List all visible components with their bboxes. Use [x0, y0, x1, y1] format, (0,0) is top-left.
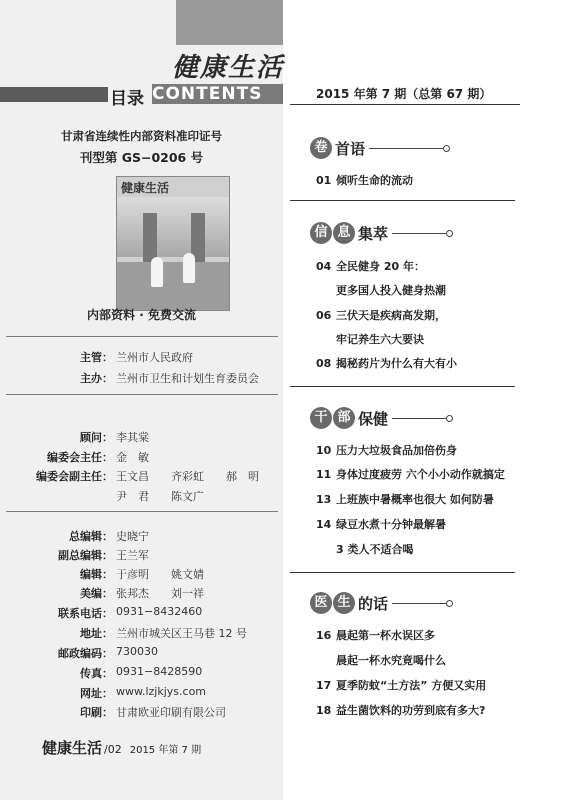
divider	[6, 336, 278, 337]
website-value[interactable]: www.lzjkjys.com	[116, 685, 207, 698]
cover-title: 健康生活	[121, 181, 170, 195]
permit-line-2: 刊型第 GS−0206 号	[79, 150, 204, 165]
director-value: 金 敏	[116, 451, 149, 464]
designer-label: 美编：	[80, 587, 113, 600]
section-header-doctor-advice	[310, 592, 453, 616]
footer-issue: 2015 年第 7 期	[129, 745, 202, 756]
section-badge: 生	[333, 592, 355, 614]
chief-editor-value: 史晓宁	[116, 530, 149, 543]
issue-underline	[290, 104, 520, 105]
section-divider	[290, 572, 515, 573]
section-header-cadre-health	[310, 407, 453, 431]
magazine-logo: 健康生活	[172, 53, 285, 83]
cover-thumbnail	[116, 176, 230, 311]
section-title: 集萃	[358, 224, 389, 243]
deputy-editor-label: 副总编辑：	[58, 549, 113, 562]
address-value: 兰州市城关区王马巷 12 号	[116, 627, 247, 640]
banner-dark-stripe	[0, 87, 108, 102]
divider	[6, 511, 278, 512]
toc-item[interactable]: 17 夏季防蚊“土方法” 方便又实用	[316, 679, 487, 692]
fax-label: 传真：	[80, 667, 113, 680]
cover-figure	[183, 253, 195, 283]
host-value: 兰州市卫生和计划生育委员会	[116, 372, 259, 385]
toc-item[interactable]: 3 类人不适合喝	[336, 543, 414, 556]
permit-line-1: 甘肃省连续性内部资料准印证号	[61, 129, 222, 143]
header-dot	[446, 230, 453, 237]
contents-banner	[0, 84, 283, 109]
director-label: 编委会主任：	[47, 451, 113, 464]
host-label: 主办：	[80, 372, 113, 385]
advisor-value: 李其棠	[116, 431, 149, 444]
section-divider	[290, 200, 515, 201]
header-rule	[392, 603, 446, 604]
header-rule	[392, 418, 446, 419]
supervisor-label: 主管：	[80, 351, 113, 364]
toc-item[interactable]: 牢记养生六大要诀	[336, 333, 424, 346]
contents-title-cn: 目录	[110, 89, 144, 109]
section-header-preface	[310, 137, 450, 161]
header-rule	[392, 233, 446, 234]
postcode-value: 730030	[116, 645, 158, 658]
page-number: /02	[104, 743, 122, 756]
toc-item[interactable]: 13 上班族中暑概率也很大 如何防暑	[316, 493, 494, 506]
designer-value: 张邦杰 刘一祥	[116, 587, 204, 600]
header-dot	[446, 415, 453, 422]
section-badge: 干	[310, 407, 332, 429]
printer-value: 甘肃欧亚印刷有限公司	[116, 706, 226, 719]
footer-logo: 健康生活	[42, 739, 103, 757]
deputy-editor-value: 王兰军	[116, 549, 149, 562]
cover-ground	[117, 262, 229, 310]
page-footer	[42, 737, 201, 758]
header-dot	[446, 600, 453, 607]
toc-item[interactable]: 08 揭秘药片为什么有大有小	[316, 357, 457, 370]
section-badge: 信	[310, 222, 332, 244]
toc-item[interactable]: 01 倾听生命的流动	[316, 174, 413, 187]
header-dot	[443, 145, 450, 152]
postcode-label: 邮政编码：	[58, 647, 113, 660]
editor-label: 编辑：	[80, 568, 113, 581]
toc-item[interactable]: 06 三伏天是疾病高发期，	[316, 309, 446, 322]
toc-item[interactable]: 更多国人投入健身热潮	[336, 284, 446, 297]
toc-item[interactable]: 10 压力大垃圾食品加倍伤身	[316, 444, 457, 457]
toc-item[interactable]: 16 晨起第一杯水误区多	[316, 629, 435, 642]
toc-item[interactable]: 04 全民健身 20 年：	[316, 260, 425, 273]
cover-sky	[117, 197, 229, 257]
address-label: 地址：	[80, 627, 113, 640]
deputy-director-value: 王文昌 齐彩虹 郝 明	[116, 470, 259, 483]
phone-label: 联系电话：	[58, 607, 113, 620]
section-title: 保健	[358, 409, 389, 428]
section-badge: 息	[333, 222, 355, 244]
contents-title-en: CONTENTS	[152, 84, 283, 104]
section-badge: 部	[333, 407, 355, 429]
toc-item[interactable]: 18 益生菌饮料的功劳到底有多大?	[316, 704, 486, 717]
advisor-label: 顾问：	[80, 431, 113, 444]
deputy-director-label: 编委会副主任：	[36, 470, 113, 483]
supervisor-value: 兰州市人民政府	[116, 351, 193, 364]
phone-value: 0931−8432460	[116, 605, 203, 618]
cover-figure	[151, 257, 163, 287]
issue-number: 2015 年第 7 期（总第 67 期）	[316, 87, 492, 101]
deputy-director-value-cont: 尹 君 陈文广	[116, 490, 204, 503]
section-badge: 卷	[310, 137, 332, 159]
top-gray-block	[176, 0, 283, 45]
section-header-news	[310, 222, 453, 246]
section-title: 的话	[358, 594, 389, 613]
free-circulation-label: 内部资料 · 免费交流	[87, 308, 196, 322]
divider	[6, 394, 278, 395]
editor-value: 于彦明 姚文婧	[116, 568, 204, 581]
toc-item[interactable]: 14 绿豆水煮十分钟最解暑	[316, 518, 446, 531]
section-divider	[290, 386, 515, 387]
header-rule	[369, 148, 443, 149]
section-title: 首语	[335, 139, 366, 158]
printer-label: 印刷：	[80, 706, 113, 719]
fax-value: 0931−8428590	[116, 665, 203, 678]
toc-item[interactable]: 晨起一杯水究竟喝什么	[336, 654, 446, 667]
toc-item[interactable]: 11 身体过度疲劳 六个小小动作就搞定	[316, 468, 505, 481]
chief-editor-label: 总编辑：	[69, 530, 113, 543]
website-label: 网址：	[80, 687, 113, 700]
section-badge: 医	[310, 592, 332, 614]
